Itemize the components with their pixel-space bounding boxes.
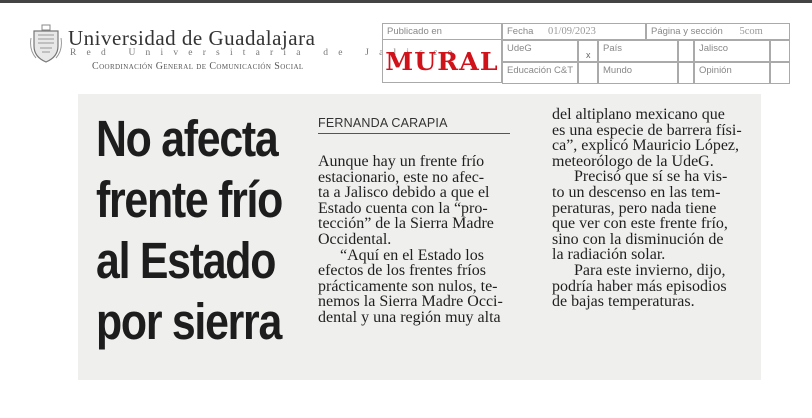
pagina-label: Página y sección (651, 26, 723, 37)
headline (96, 108, 306, 352)
article-column-2 (552, 107, 758, 310)
text-line: “Aquí en el Estado los (340, 246, 484, 264)
headline-line: al Estado (96, 232, 276, 289)
blank-cell (678, 62, 694, 84)
text-line: meteorólogo de la UdeG. (552, 152, 714, 170)
text-line: podría haber más episodios (552, 277, 727, 295)
category-educacion: Educación C&T (502, 62, 578, 84)
category-udeg: UdeG (502, 40, 578, 62)
text-line: Estado cuenta con la “pro- (318, 199, 488, 217)
newspaper-name: MURAL (385, 46, 499, 76)
pagina-cell (646, 23, 790, 40)
category-jalisco: Jalisco (694, 40, 770, 62)
text-line: del altiplano mexicano que (552, 106, 725, 123)
text-line: Para este invierno, dijo, (574, 261, 726, 279)
blank-cell (770, 62, 790, 84)
university-name: Universidad de Guadalajara (68, 26, 316, 50)
text-line: tección” de la Sierra Madre (318, 215, 494, 233)
coordination-label: Coordinación General de Comunicación Social (92, 61, 304, 72)
category-pais: País (598, 40, 678, 62)
text-line: dental y una región muy alta (318, 308, 501, 326)
publicado-en-label: Publicado en (382, 23, 502, 40)
blank-cell (770, 40, 790, 62)
text-line: sino con la disminución de (552, 230, 724, 248)
text-line: ca”, explicó Mauricio López, (552, 137, 740, 155)
publication-info-table (382, 23, 790, 85)
text-line: nemos la Sierra Madre Occi- (318, 293, 503, 311)
category-mundo: Mundo (598, 62, 678, 84)
category-mark-cell (578, 40, 598, 62)
article-column-1 (318, 154, 528, 326)
text-line: la radiación solar. (552, 246, 666, 264)
text-line: efectos de los frentes fríos (318, 262, 486, 280)
text-line: peraturas, pero nada tiene (552, 199, 717, 217)
blank-cell (578, 62, 598, 84)
fecha-cell (502, 23, 646, 40)
headline-line: frente frío (96, 171, 283, 228)
text-line: to un descenso en las tem- (552, 183, 721, 201)
text-line: ta a Jalisco debido a que el (318, 184, 490, 202)
blank-cell (678, 40, 694, 62)
category-opinion: Opinión (694, 62, 770, 84)
text-line: Precisó que sí se ha vis- (574, 168, 728, 186)
pagina-value: 5com (739, 26, 763, 37)
text-line: estacionario, este no afec- (318, 168, 485, 186)
university-subtitle: Red Universitaria de Jalisco (70, 48, 463, 58)
university-seal-icon (30, 24, 62, 64)
check-x-mark: x (586, 50, 591, 60)
article-clipping (78, 94, 761, 380)
byline: FERNANDA CARAPIA (318, 116, 510, 134)
headline-line: No afecta (96, 110, 278, 167)
headline-line: por sierra (96, 293, 282, 350)
fecha-label: Fecha (507, 26, 534, 37)
newspaper-logo (382, 39, 502, 83)
fecha-value: 01/09/2023 (548, 26, 596, 37)
text-line: que ver con este frente frío, (552, 215, 728, 233)
text-line: Occidental. (318, 230, 392, 248)
text-line: prácticamente son nulos, te- (318, 277, 498, 295)
text-line: de bajas temperaturas. (552, 293, 695, 311)
text-line: Aunque hay un frente frío (318, 153, 485, 170)
top-rule (0, 0, 812, 3)
text-line: es una especie de barrera físi- (552, 121, 742, 139)
